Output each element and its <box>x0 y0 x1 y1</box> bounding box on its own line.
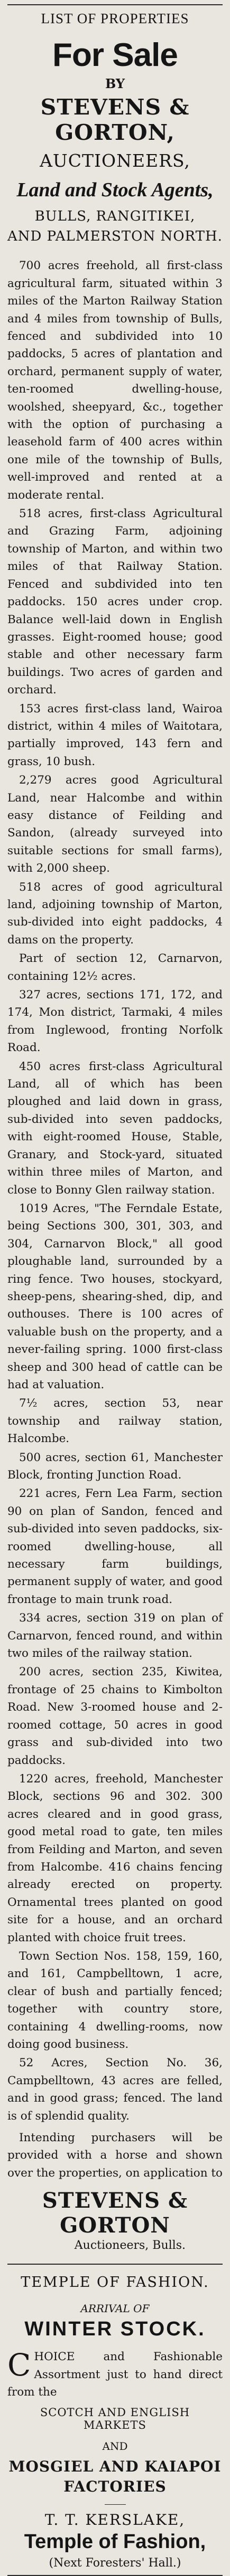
arrival-line: ARRIVAL OF <box>80 2302 150 2315</box>
ad-heading: LIST OF PROPERTIES <box>41 11 189 26</box>
listing-item: 1220 acres, freehold, Manchester Block, sections 96 and 302. 300 acres cleared and in good grass, good metal road to gate, ten miles from Feilding and Marton, and seven from Halcombe. 416 chains fencing already erected on property. Ornamental trees planted on good site for a house, and an orchard planted with choice fruit trees. <box>7 1772 223 1944</box>
listing-item: 153 acres first-class land, Wairoa district, within 4 miles of Waitotara, partially improved, 143 fern and grass, 10 bush. <box>7 702 223 768</box>
property-advertisement <box>7 4 223 2252</box>
listing-item: 327 acres, sections 171, 172, and 174, Mon district, Tarmaki, 4 miles from Inglewood, fronting Norfolk Road. <box>7 988 223 1055</box>
listing-item: 200 acres, section 235, Kiwitea, frontage of 25 chains to Kimbolton Road. New 3-roomed house and 2-roomed cottage, 50 acres in good grass and sub-divided into two paddocks. <box>7 1665 223 1767</box>
listing-item: 52 Acres, Section No. 36, Campbelltown, 43 acres are felled, and in good grass; fenced. The land is of splendid quality. <box>7 2056 223 2123</box>
listing-item: Part of section 12, Carnarvon, containing 12½ acres. <box>7 952 223 983</box>
agents-line: Land and Stock Agents, <box>16 179 214 201</box>
short-rule <box>105 2504 126 2505</box>
for-sale-title: For Sale <box>52 37 178 73</box>
purchaser-notice: Intending purchasers will be provided with a horse and shown over the properties, on application to <box>7 2131 223 2180</box>
listing-item: 334 acres, section 319 on plan of Carnarvon, fenced round, and within two miles of the railway station. <box>7 1611 223 1661</box>
listing-item: Town Section Nos. 158, 159, 160, and 161, Campbelltown, 1 acre, clear of bush and partially fenced; together with country store, containing 4 dwelling-rooms, now doing good business. <box>7 1949 223 2051</box>
listing-item: 1019 Acres, "The Ferndale Estate, being Sections 300, 301, 303, and 304, Carnarvon Block," all good ploughable land, surrounded by a ring fence. Two houses, stockyard, sheep-pens, shearing-shed, dip, and outhouses. There is 100 acres of valuable bush on the property, and a never-failing spring. 1000 first-class sheep and 300 head of cattle can be had at valuation. <box>7 1201 223 1391</box>
listing-item: 2,279 acres good Agricultural Land, near Halcombe and within easy distance of Feilding and Sandon, (already surveyed into suitable sections for small farms), with 2,000 sheep. <box>7 774 223 875</box>
listing-item: 450 acres first-class Agricultural Land, all of which has been ploughed and laid down in grass, sub-divided into seven paddocks, with eight-roomed House, Stable, Granary, and Stock-yard, situated within three miles of Marton, and close to Bonny Glen railway station. <box>7 1060 223 1197</box>
markets-line: SCOTCH AND ENGLISH MARKETS <box>40 2406 190 2432</box>
listing-item: 518 acres, first-class Agricultural and Grazing Farm, adjoining township of Marton, and within two miles of that Railway Station. Fenced and subdivided into ten paddocks. 150 acres under crop. Balance well-laid down in English grasses. Eight-roomed house; good stable and other necessary farm buildings. Two acres of garden and orchard. <box>7 507 223 697</box>
shop-address: (Next Foresters' Hall.) <box>49 2556 181 2570</box>
stock-description <box>7 2348 223 2401</box>
firm-role: AUCTIONEERS, <box>40 150 190 171</box>
top-rule <box>7 4 223 5</box>
listing-item: 7½ acres, section 53, near township and railway station, Halcombe. <box>7 1397 223 1446</box>
listing-item: 221 acres, Fern Lea Farm, section 90 on plan of Sandon, fenced and sub-divided into seven paddocks, six-roomed dwelling-house, all necessary farm buildings, permanent supply of water, and good frontage to main trunk road. <box>7 1487 223 1606</box>
listings <box>7 257 223 2125</box>
firm-name: STEVENS & GORTON, <box>40 94 190 145</box>
shop-name: Temple of Fashion, <box>24 2531 206 2553</box>
winter-stock-title: WINTER STOCK. <box>24 2318 206 2341</box>
towns-line-1: BULLS, RANGITIKEI, <box>34 208 196 224</box>
shop-heading: TEMPLE OF FASHION. <box>21 2274 209 2291</box>
by-line: BY <box>105 76 125 91</box>
temple-of-fashion-advertisement <box>7 2274 223 2570</box>
towns-line-2: AND PALMERSTON NORTH. <box>7 228 223 244</box>
signature-firm: STEVENS & GORTON <box>42 2188 188 2238</box>
listing-item: 518 acres of good agricultural land, adjoining township of Marton, sub-divided into eight paddocks, 4 dams on the property. <box>7 880 223 947</box>
stock-description-text: HOICE and Fashionable Assortment just to hand direct from the <box>7 2350 223 2399</box>
listing-item: 500 acres, section 61, Manchester Block, fronting Junction Road. <box>7 1451 223 1482</box>
drop-cap: C <box>7 2347 31 2383</box>
towns-block <box>7 207 223 246</box>
ad-separator-rule <box>7 2264 223 2265</box>
and-line: AND <box>102 2440 128 2453</box>
signature-role: Auctioneers, Bulls. <box>74 2239 186 2253</box>
listing-item: 700 acres freehold, all first-class agricultural farm, situated within 3 miles of the Marton Railway Station and 4 miles from township of Bulls, fenced and subdivided into 10 paddocks, 5 acres of plantation and orchard, permanent supply of water, ten-roomed dwelling-house, woolshed, sheepyard, &c., together with the option of purchasing a leasehold farm of 400 acres within one mile of the township of Bulls, well-improved and rented at a moderate rental. <box>7 259 223 502</box>
proprietor-name: T. T. KERSLAKE, <box>44 2511 186 2529</box>
factories-line: MOSGIEL AND KAIAPOI FACTORIES <box>8 2458 222 2496</box>
